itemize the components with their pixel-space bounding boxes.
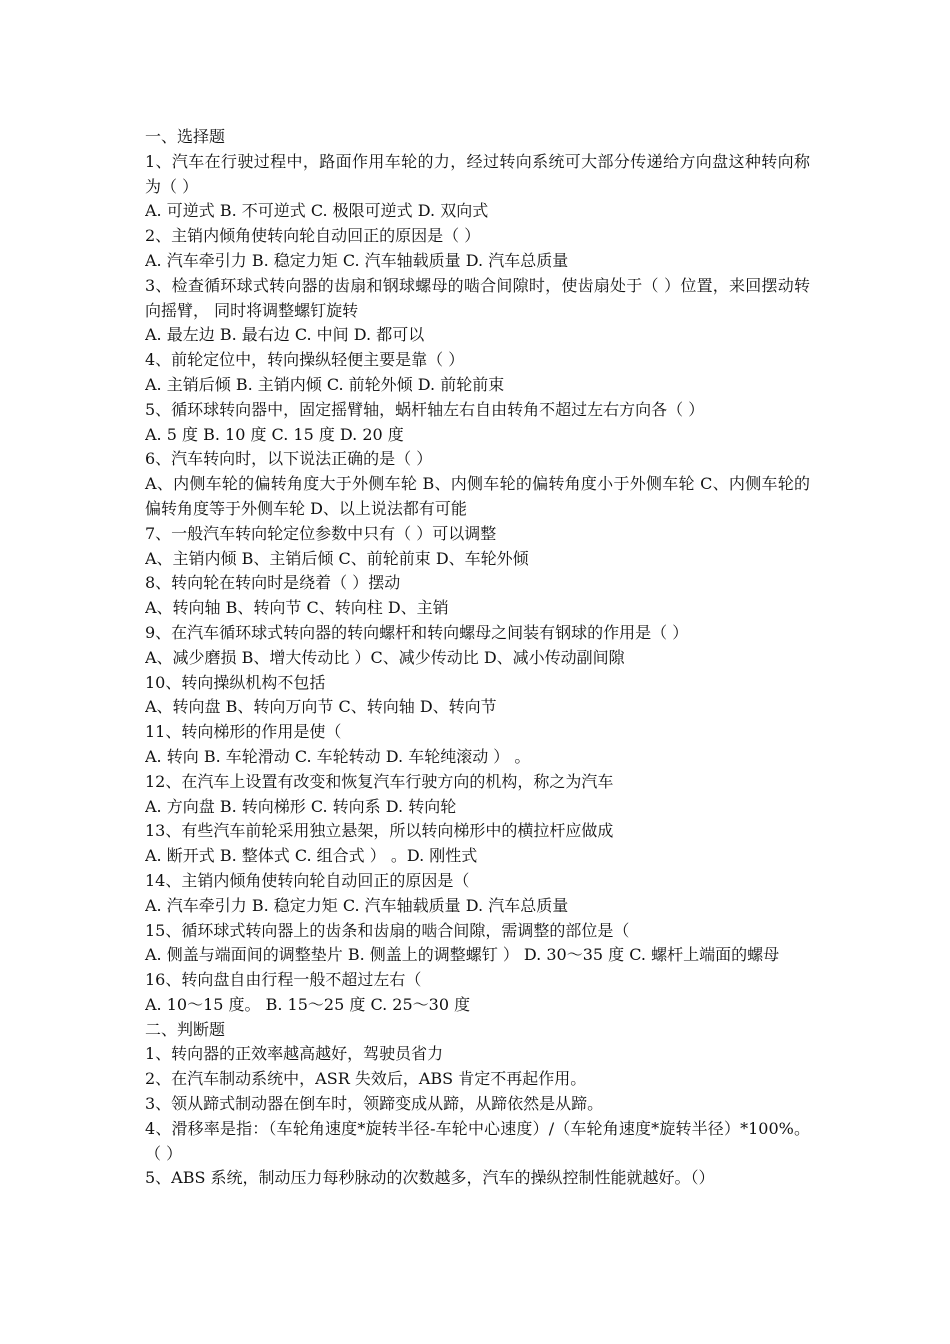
- question-4: 4、前轮定位中，转向操纵轻便主要是靠（ ）: [145, 350, 465, 370]
- question-14: 14、主销内倾角使转向轮自动回正的原因是（: [145, 870, 470, 890]
- question-16: 16、转向盘自由行程一般不超过左右（: [145, 970, 422, 990]
- options-7: A、主销内倾 B、主销后倾 C、前轮前束 D、车轮外倾: [145, 548, 529, 568]
- question-1: 1、汽车在行驶过程中，路面作用车轮的力，经过转向系统可大部分传递给方向盘这种转向称为（ ）: [145, 151, 810, 196]
- options-14: A. 汽车牵引力 B. 稳定力矩 C. 汽车轴载质量 D. 汽车总质量: [145, 895, 569, 915]
- options-8: A、转向轴 B、转向节 C、转向柱 D、主销: [145, 598, 449, 618]
- question-10: 10、转向操纵机构不包括: [145, 672, 326, 692]
- options-10: A、转向盘 B、转向万向节 C、转向轴 D、转向节: [145, 697, 497, 717]
- judgement-4: 4、滑移率是指：（车轮角速度*旋转半径-车轮中心速度）/（车轮角速度*旋转半径）*100%。（ ）: [145, 1118, 810, 1163]
- judgement-5: 5、ABS 系统，制动压力每秒脉动的次数越多，汽车的操纵控制性能就越好。（）: [145, 1168, 715, 1188]
- options-2: A. 汽车牵引力 B. 稳定力矩 C. 汽车轴载质量 D. 汽车总质量: [145, 250, 569, 270]
- document-body: [145, 125, 810, 1191]
- options-6: A、内侧车轮的偏转角度大于外侧车轮 B、内侧车轮的偏转角度小于外侧车轮 C、内侧车轮的偏转角度等于外侧车轮 D、以上说法都有可能: [145, 474, 810, 518]
- options-15: A. 侧盖与端面间的调整垫片 B. 侧盖上的调整螺钉 ） D. 30～35 度 C. 螺杆上端面的螺母: [145, 945, 780, 965]
- options-9: A、减少磨损 B、增大传动比 ）C、减少传动比 D、减小传动副间隙: [145, 647, 625, 667]
- options-16: A. 10～15 度。 B. 15～25 度 C. 25～30 度: [145, 994, 471, 1014]
- options-11: A. 转向 B. 车轮滑动 C. 车轮转动 D. 车轮纯滚动 ） 。: [145, 746, 531, 766]
- question-3: 3、检查循环球式转向器的齿扇和钢球螺母的啮合间隙时，使齿扇处于（ ）位置，来回摆动转向摇臂， 同时将调整螺钉旋转: [145, 275, 810, 320]
- judgement-3: 3、领从蹄式制动器在倒车时，领蹄变成从蹄，从蹄依然是从蹄。: [145, 1094, 604, 1114]
- question-8: 8、转向轮在转向时是绕着（ ）摆动: [145, 573, 401, 593]
- options-4: A. 主销后倾 B. 主销内倾 C. 前轮外倾 D. 前轮前束: [145, 374, 505, 394]
- question-7: 7、一般汽车转向轮定位参数中只有（ ）可以调整: [145, 523, 497, 543]
- section-heading-judgement: 二、判断题: [145, 1019, 226, 1039]
- section-heading-choice: 一、选择题: [145, 127, 226, 146]
- options-13: A. 断开式 B. 整体式 C. 组合式 ） 。D. 刚性式: [145, 846, 478, 866]
- question-12: 12、在汽车上设置有改变和恢复汽车行驶方向的机构，称之为汽车: [145, 771, 614, 791]
- question-15: 15、循环球式转向器上的齿条和齿扇的啮合间隙，需调整的部位是（: [145, 920, 630, 940]
- question-13: 13、有些汽车前轮采用独立悬架，所以转向梯形中的横拉杆应做成: [145, 821, 614, 841]
- judgement-1: 1、转向器的正效率越高越好，驾驶员省力: [145, 1044, 444, 1064]
- question-11: 11、转向梯形的作用是使（: [145, 722, 342, 742]
- options-3: A. 最左边 B. 最右边 C. 中间 D. 都可以: [145, 325, 425, 345]
- options-12: A. 方向盘 B. 转向梯形 C. 转向系 D. 转向轮: [145, 796, 457, 816]
- question-9: 9、在汽车循环球式转向器的转向螺杆和转向螺母之间装有钢球的作用是（ ）: [145, 622, 689, 642]
- judgement-2: 2、在汽车制动系统中，ASR 失效后，ABS 肯定不再起作用。: [145, 1069, 587, 1089]
- question-6: 6、汽车转向时，以下说法正确的是（ ）: [145, 449, 433, 469]
- question-5: 5、循环球转向器中，固定摇臂轴，蜗杆轴左右自由转角不超过左右方向各（ ）: [145, 399, 705, 419]
- question-2: 2、主销内倾角使转向轮自动回正的原因是（ ）: [145, 226, 481, 246]
- options-1: A. 可逆式 B. 不可逆式 C. 极限可逆式 D. 双向式: [145, 201, 489, 221]
- options-5: A. 5 度 B. 10 度 C. 15 度 D. 20 度: [145, 424, 404, 444]
